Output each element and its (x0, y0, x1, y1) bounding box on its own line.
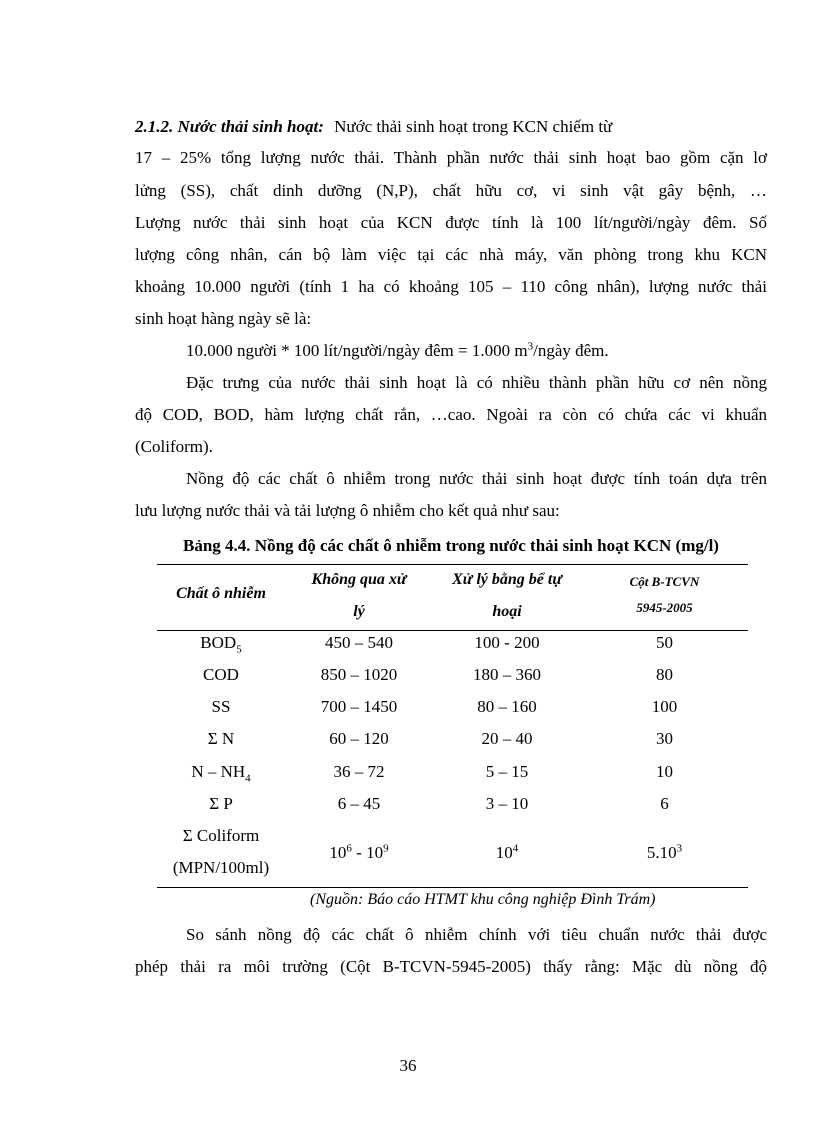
formula-unit: /ngày đêm. (533, 341, 609, 360)
row-tn-untreated: 60 – 120 (329, 729, 389, 748)
row-bod-name-text: BOD (200, 633, 237, 652)
table-top-rule (157, 564, 748, 565)
row-coliform-untreated-base-b: - 10 (351, 843, 384, 862)
row-tp-name: Σ P (209, 794, 233, 813)
paragraph-1-line-5: lượng công nhân, cán bộ làm việc tại các nhà máy, văn phòng trong khu KCN (135, 245, 767, 264)
row-coliform-name-line-1: Σ Coliform (182, 826, 260, 845)
formula-superscript: 3 (527, 340, 534, 353)
row-cod-untreated: 850 – 1020 (320, 665, 398, 684)
header-septic-line-1: Xử lý bằng bể tự (452, 571, 562, 588)
row-ss-untreated: 700 – 1450 (320, 697, 398, 716)
section-heading-label: 2.1.2. Nước thải sinh hoạt: (135, 117, 324, 136)
paragraph-1-line-6: khoảng 10.000 người (tính 1 ha có khoảng 105 – 110 công nhân), lượng nước thải (135, 277, 767, 296)
paragraph-1-line-2: 17 – 25% tổng lượng nước thải. Thành phần nước thải sinh hoạt bao gồm cặn lơ (135, 148, 767, 167)
row-coliform-untreated-base-a: 10 (329, 843, 347, 862)
row-tn-septic: 20 – 40 (481, 729, 533, 748)
header-standard-line-1: Cột B-TCVN (629, 574, 700, 589)
row-cod-septic: 180 – 360 (473, 665, 541, 684)
paragraph-2-line-2: độ COD, BOD, hàm lượng chất rắn, …cao. Ngoài ra còn có chứa các vi khuẩn (135, 405, 767, 424)
row-coliform-name (157, 826, 285, 878)
row-nh4-untreated: 36 – 72 (333, 762, 385, 781)
row-ss-name: SS (211, 697, 231, 716)
table-source: (Nguồn: Báo cáo HTMT khu công nghiệp Đình Trám) (310, 891, 656, 908)
row-coliform-septic-exp: 4 (512, 842, 519, 855)
paragraph-2-line-3: (Coliform). (135, 437, 213, 456)
closing-line-1: So sánh nồng độ các chất ô nhiễm chính với tiêu chuẩn nước thải được (186, 925, 767, 944)
row-bod-name (157, 633, 285, 656)
header-standard (581, 572, 748, 618)
paragraph-1-line-7: sinh hoạt hàng ngày sẽ là: (135, 309, 312, 328)
header-septic (433, 570, 581, 622)
paragraph-1-line-4: Lượng nước thải sinh hoạt của KCN được tính là 100 lít/người/ngày đêm. Số (135, 213, 767, 232)
header-untreated (285, 570, 433, 622)
table-bottom-rule (157, 887, 748, 888)
row-nh4-name-subscript: 4 (245, 772, 251, 785)
row-coliform-untreated-exp-a: 6 (346, 842, 352, 855)
table-header-rule (157, 630, 748, 631)
paragraph-1-line-1: Nước thải sinh hoạt trong KCN chiếm từ (334, 117, 613, 136)
row-tp-untreated: 6 – 45 (337, 794, 381, 813)
row-nh4-standard: 10 (656, 762, 673, 781)
row-nh4-name (157, 762, 285, 785)
row-cod-standard: 80 (656, 665, 673, 684)
header-septic-line-2: hoại (492, 603, 522, 620)
row-bod-standard: 50 (656, 633, 673, 652)
section-heading (135, 117, 612, 137)
row-coliform-untreated-exp-b: 9 (383, 842, 389, 855)
row-tn-name: Σ N (207, 729, 235, 748)
closing-line-2: phép thải ra môi trường (Cột B-TCVN-5945-2005) thấy rằng: Mặc dù nồng độ (135, 957, 767, 976)
table-caption: Bảng 4.4. Nồng độ các chất ô nhiễm trong nước thải sinh hoạt KCN (mg/l) (183, 536, 719, 555)
row-coliform-standard-exp: 3 (676, 842, 683, 855)
row-ss-septic: 80 – 160 (477, 697, 537, 716)
paragraph-2-line-1: Đặc trưng của nước thải sinh hoạt là có nhiều thành phần hữu cơ nên nồng (186, 373, 767, 392)
row-coliform-standard-base: 5.10 (646, 843, 677, 862)
row-nh4-name-text: N – NH (191, 762, 246, 781)
formula (186, 341, 609, 361)
row-bod-untreated: 450 – 540 (325, 633, 393, 652)
formula-main: 10.000 người * 100 lít/người/ngày đêm = 1.000 m (186, 341, 528, 360)
row-bod-name-subscript: 5 (236, 643, 242, 656)
row-coliform-name-line-2: (MPN/100ml) (172, 858, 270, 877)
row-coliform-untreated (285, 843, 433, 863)
header-untreated-line-2: lý (353, 603, 365, 620)
header-standard-line-2: 5945-2005 (636, 600, 693, 615)
row-coliform-septic (433, 843, 581, 863)
row-nh4-septic: 5 – 15 (485, 762, 529, 781)
page-number: 36 (399, 1056, 417, 1075)
row-coliform-septic-base: 10 (495, 843, 513, 862)
paragraph-1-line-3: lửng (SS), chất dinh dưỡng (N,P), chất hữu cơ, vi sinh vật gây bệnh, … (135, 181, 767, 200)
row-cod-name: COD (203, 665, 239, 684)
header-untreated-line-1: Không qua xử (311, 571, 407, 588)
row-ss-standard: 100 (651, 697, 678, 716)
row-bod-septic: 100 - 200 (474, 633, 540, 652)
row-tp-septic: 3 – 10 (485, 794, 529, 813)
paragraph-3-line-2: lưu lượng nước thải và tải lượng ô nhiễm cho kết quả như sau: (135, 501, 560, 520)
row-tp-standard: 6 (660, 794, 669, 813)
row-coliform-standard (581, 843, 748, 863)
header-pollutant: Chất ô nhiễm (176, 585, 266, 602)
paragraph-3-line-1: Nồng độ các chất ô nhiễm trong nước thải sinh hoạt được tính toán dựa trên (186, 469, 767, 488)
row-tn-standard: 30 (656, 729, 673, 748)
